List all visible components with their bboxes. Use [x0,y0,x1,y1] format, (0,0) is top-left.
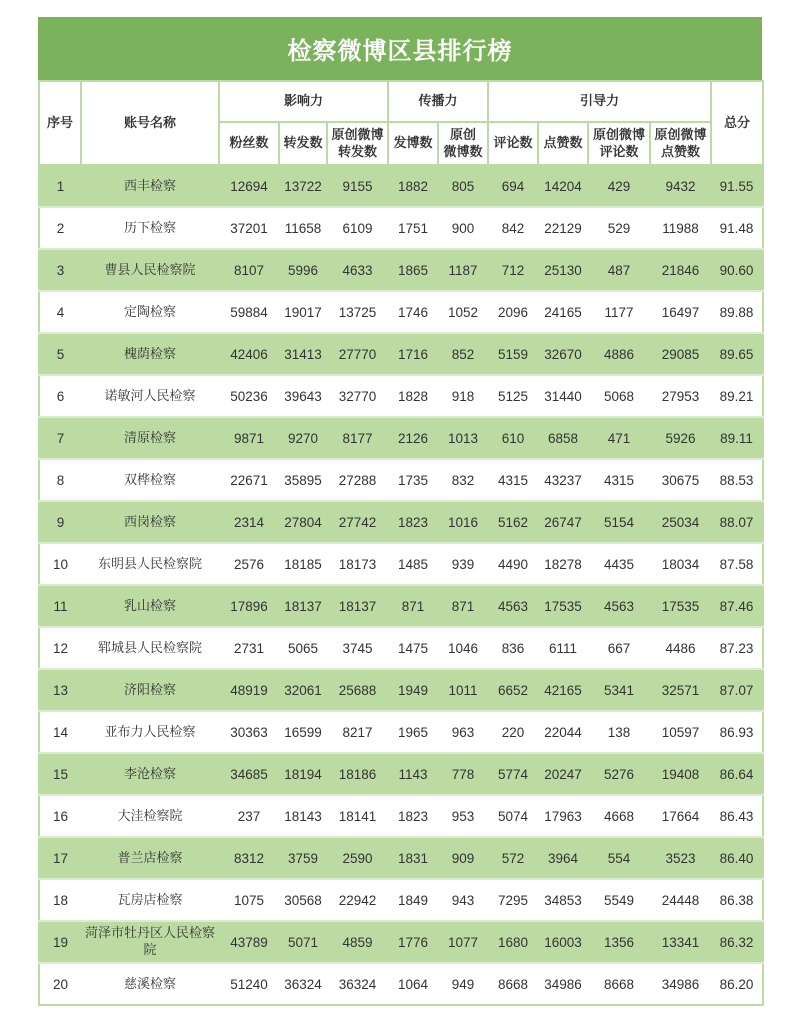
cell-posts: 1949 [388,669,438,711]
cell-total: 87.23 [711,627,763,669]
cell-likes: 3964 [538,837,588,879]
cell-orig-likes: 30675 [650,459,711,501]
cell-orig-reposts: 27742 [327,501,388,543]
ranking-table-container [38,17,762,1006]
cell-likes: 16003 [538,921,588,963]
cell-rank: 17 [39,837,81,879]
cell-comments: 836 [488,627,538,669]
cell-orig-reposts: 13725 [327,291,388,333]
cell-posts: 1776 [388,921,438,963]
cell-likes: 32670 [538,333,588,375]
cell-name: 菏泽市牡丹区人民检察院 [81,921,219,963]
cell-orig-posts: 1187 [438,249,488,291]
cell-reposts: 18137 [279,585,327,627]
cell-rank: 16 [39,795,81,837]
cell-total: 89.21 [711,375,763,417]
cell-likes: 22129 [538,207,588,249]
cell-orig-likes: 18034 [650,543,711,585]
cell-posts: 2126 [388,417,438,459]
cell-comments: 4563 [488,585,538,627]
cell-fans: 237 [219,795,279,837]
cell-comments: 712 [488,249,538,291]
cell-rank: 12 [39,627,81,669]
cell-orig-comments: 4435 [588,543,650,585]
cell-reposts: 30568 [279,879,327,921]
cell-orig-reposts: 4633 [327,249,388,291]
cell-orig-likes: 3523 [650,837,711,879]
cell-comments: 610 [488,417,538,459]
cell-total: 86.40 [711,837,763,879]
cell-orig-comments: 4315 [588,459,650,501]
cell-rank: 10 [39,543,81,585]
cell-comments: 842 [488,207,538,249]
cell-rank: 11 [39,585,81,627]
cell-total: 87.07 [711,669,763,711]
cell-orig-reposts: 6109 [327,207,388,249]
cell-likes: 31440 [538,375,588,417]
cell-comments: 2096 [488,291,538,333]
header-posts: 发博数 [388,122,438,165]
cell-orig-reposts: 4859 [327,921,388,963]
cell-fans: 48919 [219,669,279,711]
cell-orig-likes: 19408 [650,753,711,795]
table-row [39,921,763,963]
table-body [39,165,763,1005]
cell-orig-posts: 939 [438,543,488,585]
cell-orig-posts: 805 [438,165,488,207]
table-row [39,543,763,585]
cell-rank: 18 [39,879,81,921]
header-orig-posts: 原创 微博数 [438,122,488,165]
cell-orig-posts: 953 [438,795,488,837]
header-fans: 粉丝数 [219,122,279,165]
cell-rank: 13 [39,669,81,711]
cell-fans: 17896 [219,585,279,627]
table-row [39,669,763,711]
cell-name: 清原检察 [81,417,219,459]
cell-name: 大洼检察院 [81,795,219,837]
cell-name: 双桦检察 [81,459,219,501]
cell-likes: 6111 [538,627,588,669]
header-orig-comments: 原创微博 评论数 [588,122,650,165]
cell-fans: 59884 [219,291,279,333]
cell-total: 91.55 [711,165,763,207]
cell-likes: 25130 [538,249,588,291]
cell-rank: 20 [39,963,81,1005]
table-row [39,795,763,837]
table-row [39,837,763,879]
cell-comments: 5159 [488,333,538,375]
cell-likes: 20247 [538,753,588,795]
cell-comments: 5074 [488,795,538,837]
cell-name: 瓦房店检察 [81,879,219,921]
cell-orig-reposts: 32770 [327,375,388,417]
cell-orig-posts: 1046 [438,627,488,669]
cell-posts: 1828 [388,375,438,417]
cell-orig-reposts: 3745 [327,627,388,669]
cell-reposts: 5996 [279,249,327,291]
cell-fans: 8107 [219,249,279,291]
table-row [39,375,763,417]
cell-orig-likes: 17535 [650,585,711,627]
cell-orig-comments: 1177 [588,291,650,333]
cell-orig-comments: 5276 [588,753,650,795]
cell-rank: 19 [39,921,81,963]
table-row [39,585,763,627]
cell-comments: 8668 [488,963,538,1005]
cell-posts: 1823 [388,501,438,543]
cell-orig-comments: 138 [588,711,650,753]
cell-orig-reposts: 8217 [327,711,388,753]
cell-rank: 4 [39,291,81,333]
cell-orig-posts: 1052 [438,291,488,333]
cell-fans: 34685 [219,753,279,795]
cell-fans: 12694 [219,165,279,207]
cell-total: 86.64 [711,753,763,795]
cell-orig-posts: 852 [438,333,488,375]
cell-posts: 1064 [388,963,438,1005]
page-title: 检察微博区县排行榜 [287,36,513,65]
cell-total: 86.43 [711,795,763,837]
cell-comments: 1680 [488,921,538,963]
cell-comments: 5774 [488,753,538,795]
cell-orig-comments: 1356 [588,921,650,963]
cell-orig-comments: 4886 [588,333,650,375]
cell-comments: 4490 [488,543,538,585]
cell-orig-posts: 832 [438,459,488,501]
header-rank: 序号 [39,81,81,165]
cell-orig-likes: 24448 [650,879,711,921]
cell-total: 86.32 [711,921,763,963]
cell-orig-posts: 949 [438,963,488,1005]
cell-orig-likes: 13341 [650,921,711,963]
cell-orig-posts: 1016 [438,501,488,543]
cell-reposts: 31413 [279,333,327,375]
table-row [39,459,763,501]
cell-orig-likes: 21846 [650,249,711,291]
cell-orig-comments: 4563 [588,585,650,627]
cell-orig-likes: 27953 [650,375,711,417]
cell-likes: 26747 [538,501,588,543]
cell-fans: 30363 [219,711,279,753]
cell-name: 亚布力人民检察 [81,711,219,753]
cell-orig-likes: 11988 [650,207,711,249]
cell-posts: 1965 [388,711,438,753]
cell-posts: 1849 [388,879,438,921]
cell-fans: 50236 [219,375,279,417]
cell-total: 89.11 [711,417,763,459]
cell-comments: 7295 [488,879,538,921]
cell-rank: 5 [39,333,81,375]
cell-total: 91.48 [711,207,763,249]
cell-posts: 1746 [388,291,438,333]
cell-rank: 6 [39,375,81,417]
header-likes: 点赞数 [538,122,588,165]
cell-orig-likes: 10597 [650,711,711,753]
cell-comments: 5125 [488,375,538,417]
cell-orig-posts: 909 [438,837,488,879]
cell-orig-posts: 1011 [438,669,488,711]
cell-orig-comments: 529 [588,207,650,249]
cell-reposts: 9270 [279,417,327,459]
cell-orig-reposts: 27288 [327,459,388,501]
cell-reposts: 13722 [279,165,327,207]
cell-orig-comments: 5341 [588,669,650,711]
cell-fans: 2314 [219,501,279,543]
cell-total: 87.58 [711,543,763,585]
cell-orig-comments: 5068 [588,375,650,417]
cell-reposts: 5071 [279,921,327,963]
cell-orig-posts: 1013 [438,417,488,459]
cell-rank: 14 [39,711,81,753]
cell-likes: 18278 [538,543,588,585]
cell-name: 乳山检察 [81,585,219,627]
cell-posts: 1475 [388,627,438,669]
cell-likes: 14204 [538,165,588,207]
table-row [39,249,763,291]
table-row [39,165,763,207]
table-row [39,417,763,459]
cell-name: 济阳检察 [81,669,219,711]
table-row [39,753,763,795]
cell-total: 86.38 [711,879,763,921]
cell-fans: 22671 [219,459,279,501]
cell-orig-likes: 4486 [650,627,711,669]
cell-orig-likes: 34986 [650,963,711,1005]
cell-fans: 8312 [219,837,279,879]
cell-rank: 8 [39,459,81,501]
cell-likes: 22044 [538,711,588,753]
cell-comments: 694 [488,165,538,207]
cell-orig-reposts: 18173 [327,543,388,585]
cell-orig-comments: 429 [588,165,650,207]
cell-orig-comments: 471 [588,417,650,459]
title-bar [38,17,762,80]
cell-comments: 6652 [488,669,538,711]
cell-fans: 9871 [219,417,279,459]
cell-likes: 24165 [538,291,588,333]
cell-total: 88.53 [711,459,763,501]
cell-posts: 1716 [388,333,438,375]
cell-orig-comments: 8668 [588,963,650,1005]
cell-orig-posts: 1077 [438,921,488,963]
cell-likes: 34853 [538,879,588,921]
cell-orig-likes: 16497 [650,291,711,333]
cell-reposts: 36324 [279,963,327,1005]
cell-name: 普兰店检察 [81,837,219,879]
cell-name: 诺敏河人民检察 [81,375,219,417]
cell-total: 89.88 [711,291,763,333]
table-row [39,291,763,333]
cell-posts: 1485 [388,543,438,585]
cell-comments: 4315 [488,459,538,501]
cell-name: 西丰检察 [81,165,219,207]
cell-name: 槐荫检察 [81,333,219,375]
cell-reposts: 5065 [279,627,327,669]
cell-posts: 1735 [388,459,438,501]
cell-reposts: 16599 [279,711,327,753]
cell-posts: 1143 [388,753,438,795]
cell-posts: 1831 [388,837,438,879]
cell-orig-reposts: 25688 [327,669,388,711]
cell-orig-posts: 943 [438,879,488,921]
table-row [39,711,763,753]
cell-comments: 572 [488,837,538,879]
cell-rank: 9 [39,501,81,543]
cell-orig-posts: 963 [438,711,488,753]
cell-orig-likes: 25034 [650,501,711,543]
cell-orig-posts: 778 [438,753,488,795]
cell-posts: 1865 [388,249,438,291]
header-total: 总分 [711,81,763,165]
cell-rank: 3 [39,249,81,291]
cell-rank: 15 [39,753,81,795]
cell-total: 87.46 [711,585,763,627]
header-reposts: 转发数 [279,122,327,165]
cell-orig-posts: 900 [438,207,488,249]
cell-reposts: 39643 [279,375,327,417]
header-group-influence: 影响力 [219,81,388,122]
cell-reposts: 19017 [279,291,327,333]
cell-likes: 34986 [538,963,588,1005]
cell-orig-reposts: 8177 [327,417,388,459]
cell-orig-comments: 4668 [588,795,650,837]
cell-name: 李沧检察 [81,753,219,795]
cell-fans: 2731 [219,627,279,669]
cell-reposts: 27804 [279,501,327,543]
cell-orig-comments: 5549 [588,879,650,921]
cell-fans: 42406 [219,333,279,375]
cell-total: 86.93 [711,711,763,753]
cell-orig-reposts: 9155 [327,165,388,207]
cell-total: 90.60 [711,249,763,291]
cell-orig-likes: 29085 [650,333,711,375]
header-group-guidance: 引导力 [488,81,711,122]
cell-rank: 7 [39,417,81,459]
cell-reposts: 35895 [279,459,327,501]
cell-orig-reposts: 18186 [327,753,388,795]
cell-posts: 871 [388,585,438,627]
cell-name: 曹县人民检察院 [81,249,219,291]
table-row [39,333,763,375]
cell-comments: 5162 [488,501,538,543]
cell-fans: 43789 [219,921,279,963]
header-orig-likes: 原创微博 点赞数 [650,122,711,165]
ranking-table [38,80,764,1006]
cell-orig-comments: 554 [588,837,650,879]
cell-likes: 17963 [538,795,588,837]
header-orig-reposts: 原创微博 转发数 [327,122,388,165]
cell-orig-reposts: 22942 [327,879,388,921]
cell-total: 86.20 [711,963,763,1005]
table-row [39,627,763,669]
cell-orig-reposts: 2590 [327,837,388,879]
cell-orig-likes: 9432 [650,165,711,207]
cell-rank: 1 [39,165,81,207]
cell-orig-comments: 487 [588,249,650,291]
cell-fans: 2576 [219,543,279,585]
cell-orig-comments: 667 [588,627,650,669]
cell-orig-posts: 918 [438,375,488,417]
cell-likes: 42165 [538,669,588,711]
cell-orig-reposts: 18137 [327,585,388,627]
cell-comments: 220 [488,711,538,753]
header-account-name: 账号名称 [81,81,219,165]
cell-name: 郓城县人民检察院 [81,627,219,669]
cell-name: 历下检察 [81,207,219,249]
cell-reposts: 18185 [279,543,327,585]
table-row [39,501,763,543]
cell-orig-likes: 5926 [650,417,711,459]
cell-reposts: 3759 [279,837,327,879]
cell-likes: 43237 [538,459,588,501]
cell-name: 西岗检察 [81,501,219,543]
cell-orig-reposts: 27770 [327,333,388,375]
cell-fans: 51240 [219,963,279,1005]
cell-name: 定陶检察 [81,291,219,333]
cell-fans: 1075 [219,879,279,921]
cell-fans: 37201 [219,207,279,249]
cell-likes: 6858 [538,417,588,459]
header-group-spread: 传播力 [388,81,488,122]
cell-posts: 1751 [388,207,438,249]
cell-name: 慈溪检察 [81,963,219,1005]
cell-orig-reposts: 18141 [327,795,388,837]
cell-orig-posts: 871 [438,585,488,627]
cell-orig-likes: 17664 [650,795,711,837]
cell-rank: 2 [39,207,81,249]
table-row [39,879,763,921]
cell-name: 东明县人民检察院 [81,543,219,585]
cell-posts: 1823 [388,795,438,837]
cell-orig-comments: 5154 [588,501,650,543]
cell-reposts: 18143 [279,795,327,837]
cell-total: 89.65 [711,333,763,375]
cell-orig-reposts: 36324 [327,963,388,1005]
cell-likes: 17535 [538,585,588,627]
cell-reposts: 32061 [279,669,327,711]
cell-posts: 1882 [388,165,438,207]
table-row [39,963,763,1005]
header-comments: 评论数 [488,122,538,165]
cell-reposts: 11658 [279,207,327,249]
cell-total: 88.07 [711,501,763,543]
cell-orig-likes: 32571 [650,669,711,711]
table-row [39,207,763,249]
cell-reposts: 18194 [279,753,327,795]
